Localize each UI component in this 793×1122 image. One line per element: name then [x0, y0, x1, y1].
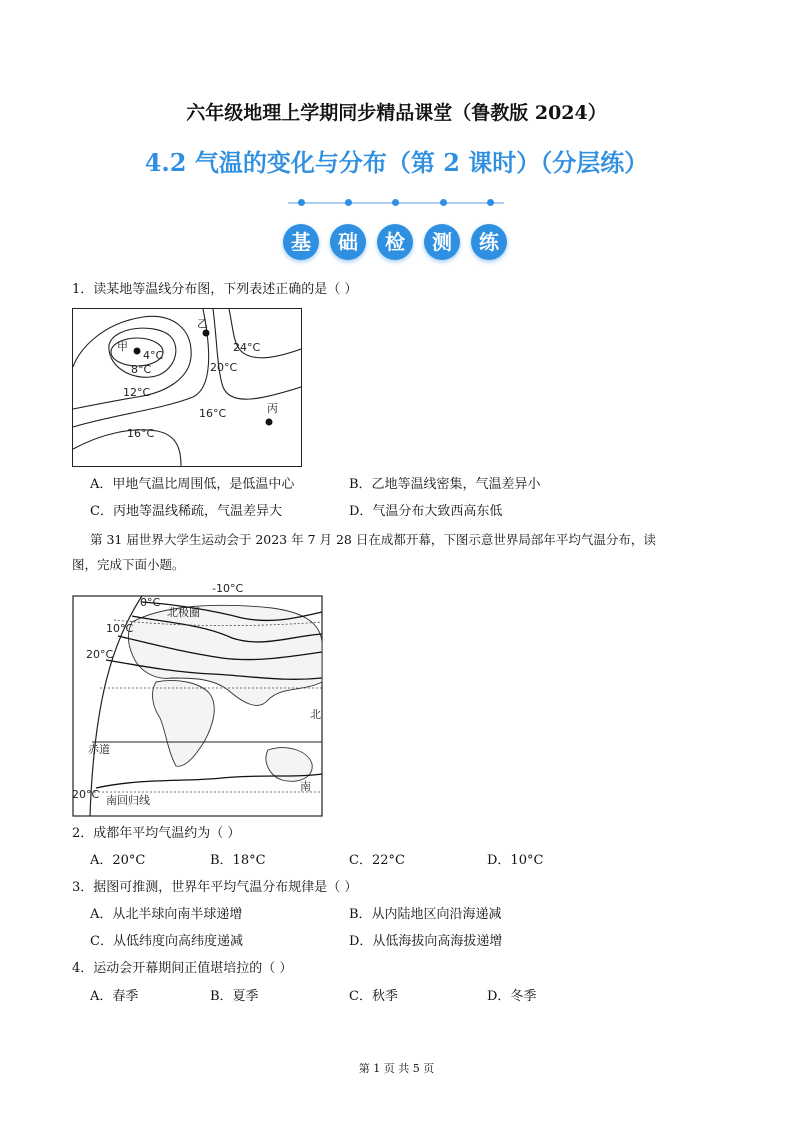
- isotherm-map: [72, 308, 302, 467]
- section-badge-2: 础: [330, 224, 366, 260]
- q1-option-c[interactable]: C．丙地等温线稀疏，气温差异大: [90, 504, 282, 519]
- label-bing: 丙: [267, 402, 278, 415]
- q4-option-b[interactable]: B．夏季: [210, 989, 259, 1004]
- label-4c: 4°C: [143, 349, 164, 362]
- lesson-subtitle: 4.2 气温的变化与分布（第 2 课时）（分层练）: [144, 148, 649, 177]
- section-badge-3: 检: [377, 224, 413, 260]
- section-badge-5: 练: [471, 224, 507, 260]
- page-header-title: 六年级地理上学期同步精品课堂（鲁教版 2024）: [186, 102, 607, 124]
- q4-option-a[interactable]: A．春季: [90, 989, 139, 1004]
- point-jia: [134, 348, 141, 355]
- q2-option-d[interactable]: D．10°C: [487, 853, 544, 868]
- point-yi: [203, 330, 210, 337]
- page-footer: 第 1 页 共 5 页: [358, 1062, 435, 1075]
- divider-dot: [487, 199, 494, 206]
- label-8c: 8°C: [131, 363, 152, 376]
- q1-option-b[interactable]: B．乙地等温线密集，气温差异小: [349, 477, 541, 492]
- label-north-tropic: 北: [310, 708, 321, 721]
- isotherm-20c: [213, 309, 301, 399]
- question-3-stem: 3．据图可推测，世界年平均气温分布规律是（ ）: [72, 880, 358, 895]
- q4-option-d[interactable]: D．冬季: [487, 989, 537, 1004]
- label-10c: 10°C: [106, 622, 134, 635]
- question-1-stem: 1．读某地等温线分布图，下列表述正确的是（ ）: [72, 282, 358, 297]
- divider-dot: [298, 199, 305, 206]
- label-minus10c: -10°C: [212, 582, 244, 595]
- q1-option-d[interactable]: D．气温分布大致西高东低: [349, 504, 503, 519]
- label-12c: 12°C: [123, 386, 151, 399]
- label-24c: 24°C: [233, 341, 261, 354]
- question-2-stem: 2．成都年平均气温约为（ ）: [72, 826, 241, 841]
- q3-option-d[interactable]: D．从低海拔向高海拔递增: [349, 934, 503, 949]
- q4-option-c[interactable]: C．秋季: [349, 989, 398, 1004]
- label-20c-south: 20°C: [72, 788, 100, 801]
- q2-option-b[interactable]: B．18°C: [210, 853, 266, 868]
- divider-dot: [345, 199, 352, 206]
- label-0c: 0°C: [140, 596, 161, 609]
- q3-option-b[interactable]: B．从内陆地区向沿海递减: [349, 907, 502, 922]
- label-equator: 赤道: [88, 743, 110, 756]
- label-arctic-circle: 北极圈: [167, 606, 200, 619]
- label-bottom-right: 南: [300, 780, 311, 793]
- label-16c-a: 16°C: [199, 407, 227, 420]
- intro-line-1: 第 31 届世界大学生运动会于 2023 年 7 月 28 日在成都开幕，下图示意世界局部年平均气温分布，读: [90, 532, 656, 547]
- label-jia: 甲: [117, 340, 128, 353]
- q3-option-c[interactable]: C．从低纬度向高纬度递减: [90, 934, 243, 949]
- section-badge-1: 基: [283, 224, 319, 260]
- label-20c: 20°C: [210, 361, 238, 374]
- q2-option-a[interactable]: A．20°C: [90, 853, 146, 868]
- label-tropic-capricorn: 南回归线: [106, 794, 150, 807]
- intro-line-2: 图，完成下面小题。: [72, 557, 185, 572]
- q3-option-a[interactable]: A．从北半球向南半球递增: [90, 907, 243, 922]
- label-yi: 乙: [197, 317, 208, 330]
- label-20c-north: 20°C: [86, 648, 114, 661]
- q2-option-c[interactable]: C．22°C: [349, 853, 405, 868]
- divider-dot: [440, 199, 447, 206]
- section-badge-4: 测: [424, 224, 460, 260]
- question-4-stem: 4．运动会开幕期间正值堪培拉的（ ）: [72, 961, 293, 976]
- label-16c-b: 16°C: [127, 427, 155, 440]
- divider-dot: [392, 199, 399, 206]
- point-bing: [266, 419, 273, 426]
- q1-option-a[interactable]: A．甲地气温比周围低，是低温中心: [90, 477, 295, 492]
- world-temperature-map: [72, 582, 324, 818]
